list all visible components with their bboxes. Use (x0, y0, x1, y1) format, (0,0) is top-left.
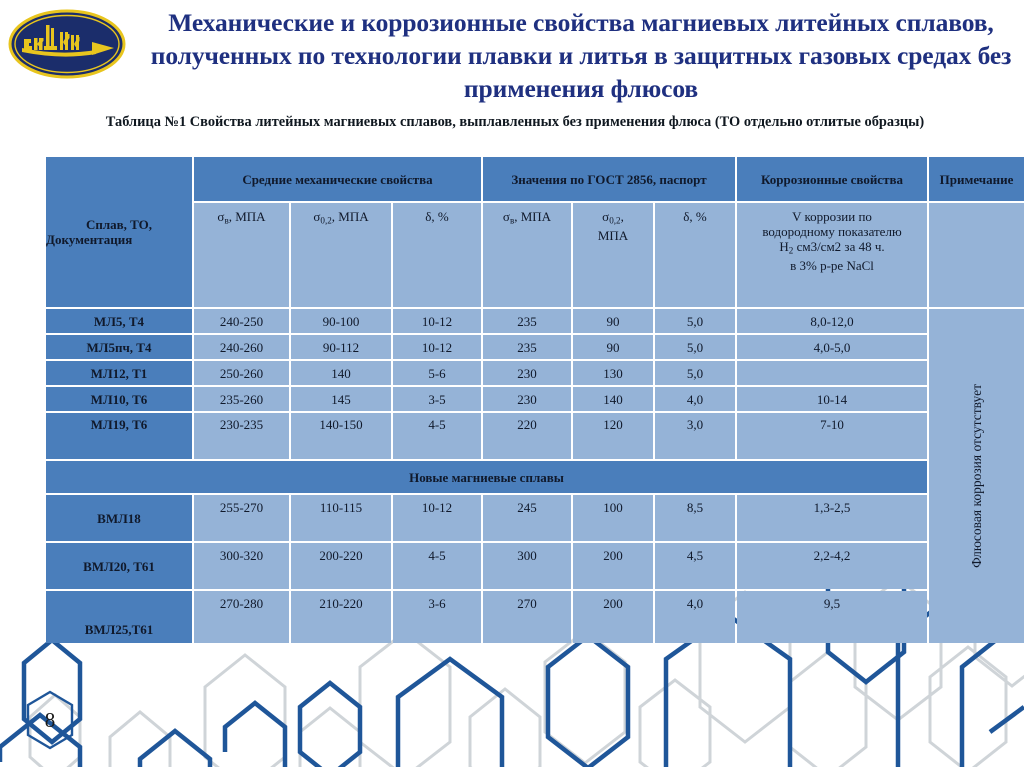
cell-gost-delta: 5,0 (655, 361, 735, 385)
subheader-mech-delta: δ, % (393, 203, 481, 307)
cell-mech-sigma-02: 210-220 (291, 591, 391, 643)
cell-mech-delta: 5-6 (393, 361, 481, 385)
cell-mech-sigma-02: 200-220 (291, 543, 391, 589)
cell-gost-sigma-02: 140 (573, 387, 653, 411)
cell-gost-delta: 4,5 (655, 543, 735, 589)
cell-mech-sigma-v: 250-260 (194, 361, 289, 385)
cell-gost-sigma-02: 100 (573, 495, 653, 541)
cell-gost-sigma-02: 120 (573, 413, 653, 459)
table-caption: Таблица №1 Свойства литейных магниевых сплавов, выплавленных без применения флюса (ТО отдельно отлитые образцы) (105, 114, 925, 130)
cell-mech-sigma-v: 240-260 (194, 335, 289, 359)
cell-corrosion: 10-14 (737, 387, 927, 411)
cell-alloy: МЛ12, Т1 (46, 361, 192, 385)
cell-mech-sigma-v: 230-235 (194, 413, 289, 459)
cell-mech-sigma-v: 240-250 (194, 309, 289, 333)
cell-alloy: МЛ5, Т4 (46, 309, 192, 333)
header-gost: Значения по ГОСТ 2856, паспорт (483, 157, 735, 201)
cell-mech-sigma-02: 140 (291, 361, 391, 385)
table-row (46, 591, 1024, 643)
cell-alloy: МЛ19, Т6 (46, 413, 192, 459)
header-corrosion: Коррозионные свойства (737, 157, 927, 201)
cell-note-vertical (929, 309, 1024, 643)
cell-gost-sigma-v: 220 (483, 413, 571, 459)
cell-gost-sigma-v: 235 (483, 309, 571, 333)
cell-corrosion: 8,0-12,0 (737, 309, 927, 333)
corrosion-desc-line-4: в 3% р-ре NaCl (790, 258, 874, 274)
cell-gost-delta: 5,0 (655, 309, 735, 333)
subheader-note-blank (929, 203, 1024, 307)
cell-alloy: МЛ5пч, Т4 (46, 335, 192, 359)
cell-alloy: ВМЛ18 (46, 495, 192, 541)
cell-gost-sigma-02: 90 (573, 309, 653, 333)
cell-mech-sigma-02: 90-112 (291, 335, 391, 359)
properties-table (44, 155, 1024, 645)
cell-alloy: ВМЛ25,Т61 (46, 591, 192, 643)
cell-corrosion: 9,5 (737, 591, 927, 643)
table-row (46, 335, 1024, 359)
viam-logo (8, 8, 126, 80)
cell-gost-delta: 4,0 (655, 591, 735, 643)
properties-table-container (44, 155, 1014, 645)
page-number-badge (24, 690, 76, 750)
subheader-gost-delta: δ, % (655, 203, 735, 307)
cell-gost-sigma-v: 245 (483, 495, 571, 541)
cell-corrosion: 7-10 (737, 413, 927, 459)
table-row (46, 361, 1024, 385)
cell-mech-sigma-v: 235-260 (194, 387, 289, 411)
cell-gost-sigma-v: 235 (483, 335, 571, 359)
cell-gost-sigma-v: 270 (483, 591, 571, 643)
table-row (46, 495, 1024, 541)
page-title: Механические и коррозионные свойства магниевых литейных сплавов, полученных по технологии плавки и литья в защитных газовых средах без применения флюсов (150, 8, 1012, 103)
cell-mech-sigma-v: 270-280 (194, 591, 289, 643)
cell-gost-sigma-02: 130 (573, 361, 653, 385)
cell-gost-delta: 8,5 (655, 495, 735, 541)
cell-mech-sigma-02: 140-150 (291, 413, 391, 459)
subheader-gost-sigma-02: $\sigma_{0,2}$, МПА (573, 203, 653, 307)
table-group-row (46, 461, 1024, 493)
cell-mech-delta: 10-12 (393, 309, 481, 333)
subheader-gost-sigma-v: $\sigma_в$, МПА (483, 203, 571, 307)
header-mechanical: Средние механические свойства (194, 157, 481, 201)
cell-alloy: ВМЛ20, Т61 (46, 543, 192, 589)
corrosion-desc-line-1: V коррозии по (792, 209, 872, 224)
cell-gost-sigma-v: 230 (483, 361, 571, 385)
cell-gost-delta: 5,0 (655, 335, 735, 359)
cell-mech-sigma-02: 90-100 (291, 309, 391, 333)
cell-alloy: МЛ10, Т6 (46, 387, 192, 411)
cell-gost-sigma-02: 90 (573, 335, 653, 359)
corrosion-desc-line-2: водородному показателю (762, 224, 902, 239)
cell-corrosion: 2,2-4,2 (737, 543, 927, 589)
corrosion-desc-line-3: $H_2$ см3/см2 за 48 ч. (779, 239, 885, 256)
page-number-text: 8 (44, 707, 56, 732)
cell-mech-delta: 3-5 (393, 387, 481, 411)
table-row (46, 387, 1024, 411)
cell-corrosion: 4,0-5,0 (737, 335, 927, 359)
header-note: Примечание (929, 157, 1024, 201)
cell-mech-sigma-v: 300-320 (194, 543, 289, 589)
subheader-mech-sigma-v: $\sigma_в$, МПА (194, 203, 289, 307)
cell-mech-delta: 3-6 (393, 591, 481, 643)
table-group-header-row (46, 157, 1024, 201)
cell-mech-delta: 10-12 (393, 495, 481, 541)
note-vertical-text: Флюсовая коррозия отсутствует (969, 384, 985, 568)
cell-gost-sigma-v: 230 (483, 387, 571, 411)
header-alloy: Сплав, ТО, Документация (46, 157, 192, 307)
cell-mech-delta: 4-5 (393, 413, 481, 459)
cell-mech-delta: 4-5 (393, 543, 481, 589)
subheader-corrosion-description (737, 203, 927, 307)
cell-gost-sigma-02: 200 (573, 543, 653, 589)
table-subheader-row (46, 203, 1024, 307)
cell-mech-sigma-02: 145 (291, 387, 391, 411)
cell-gost-delta: 4,0 (655, 387, 735, 411)
cell-corrosion: 1,3-2,5 (737, 495, 927, 541)
table-row (46, 309, 1024, 333)
cell-gost-sigma-v: 300 (483, 543, 571, 589)
group-row-label: Новые магниевые сплавы (46, 461, 927, 493)
cell-mech-sigma-02: 110-115 (291, 495, 391, 541)
table-row (46, 413, 1024, 459)
cell-corrosion (737, 361, 927, 385)
cell-mech-sigma-v: 255-270 (194, 495, 289, 541)
subheader-mech-sigma-02: $\sigma_{0,2}$, МПА (291, 203, 391, 307)
cell-mech-delta: 10-12 (393, 335, 481, 359)
cell-gost-sigma-02: 200 (573, 591, 653, 643)
table-row (46, 543, 1024, 589)
cell-gost-delta: 3,0 (655, 413, 735, 459)
